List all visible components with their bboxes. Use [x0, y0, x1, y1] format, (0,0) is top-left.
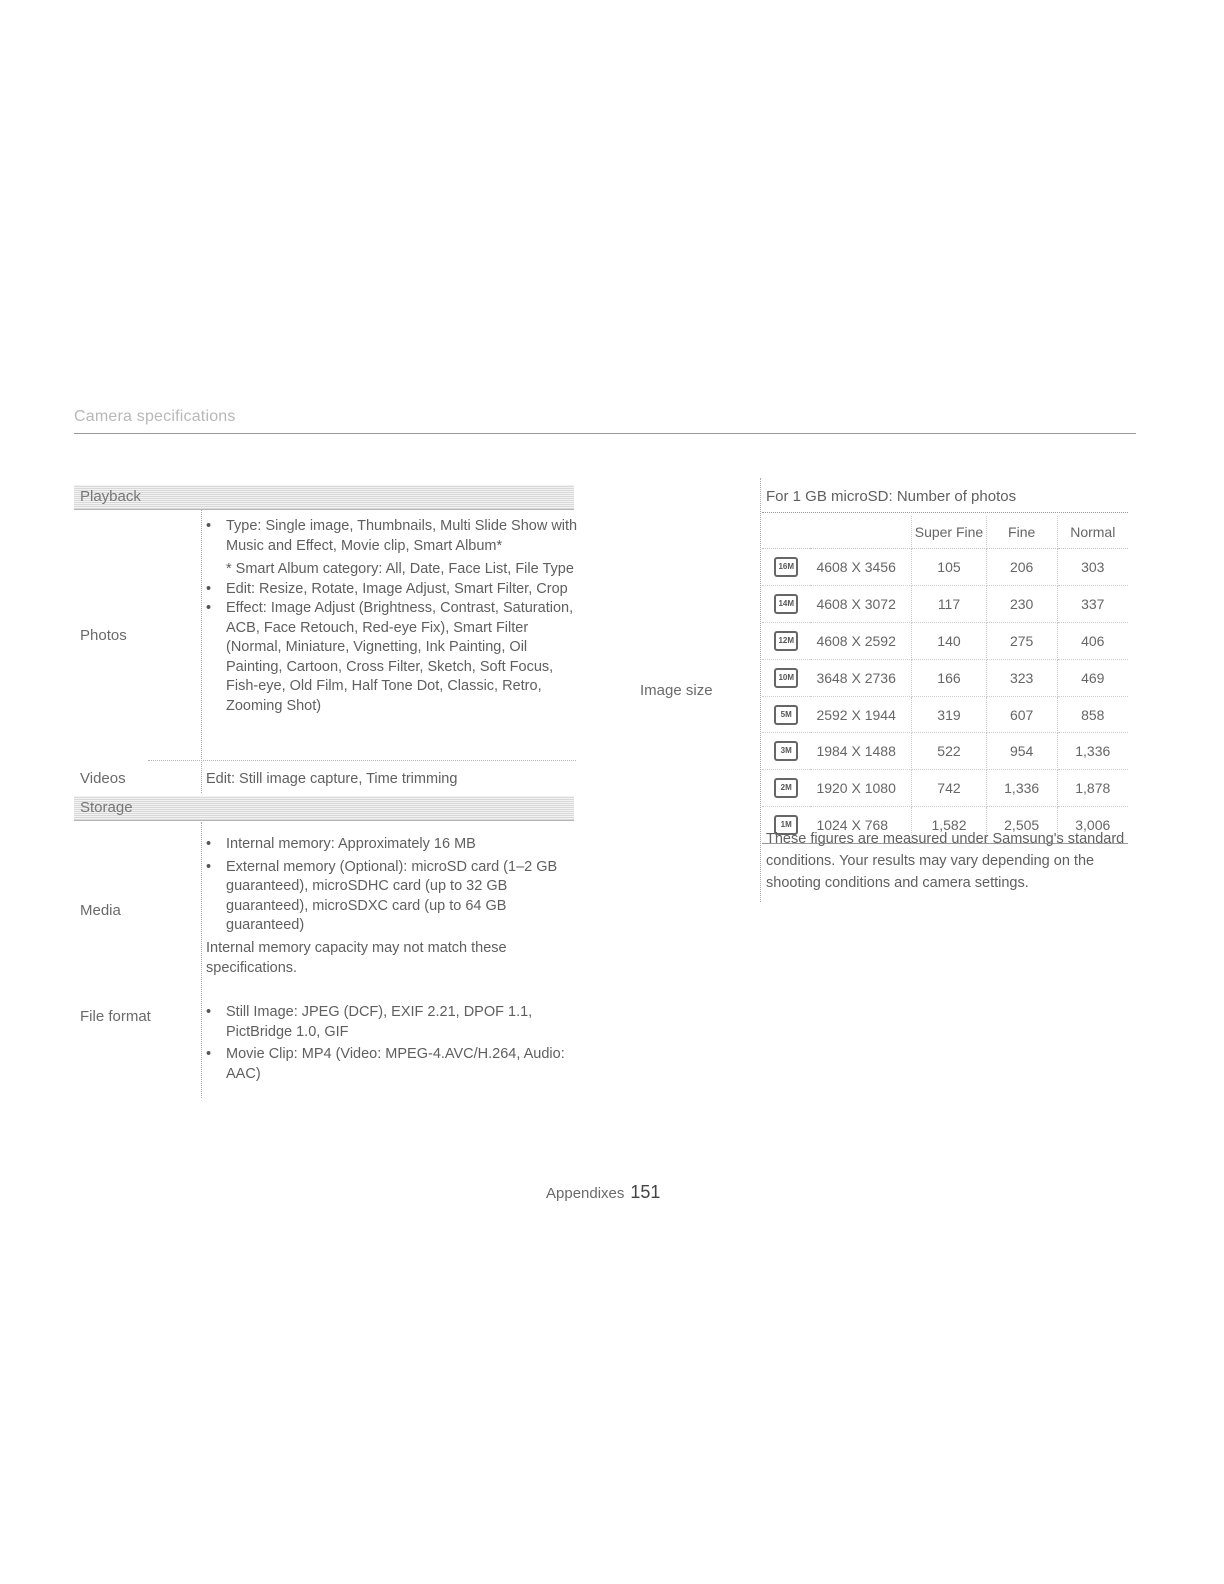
- photos-effect-item: • Effect: Image Adjust (Brightness, Contrast, Saturation, ACB, Face Retouch, Red-eye Fix), Smart Filter (Normal, Miniature, Vignetting, Ink Painting, Oil Painting, Cartoon, Cross Filter, Sketch, Soft Focus, Fish-eye, Old Film, Half Tone Dot, Classic, Retro, Zooming Shot): [206, 599, 578, 716]
- image-size-note: These figures are measured under Samsung's standard conditions. Your results may vary depending on the shooting conditions and camera settings.: [766, 831, 1125, 891]
- storage-divider: [201, 822, 202, 1098]
- page-header-title: Camera specifications: [74, 408, 236, 425]
- fine-cell: 954: [986, 733, 1057, 770]
- super-fine-cell: 117: [912, 585, 987, 622]
- normal-cell: 303: [1057, 549, 1128, 586]
- fine-cell: 275: [986, 622, 1057, 659]
- resolution-12m-icon: 12M: [774, 631, 798, 651]
- size-cell: 1984 X 1488: [810, 733, 911, 770]
- resolution-2m-icon: 2M: [774, 778, 798, 798]
- image-size-table: [762, 516, 1128, 844]
- fine-cell: 206: [986, 549, 1057, 586]
- caption-rule: [762, 512, 1128, 513]
- storage-heading-bar: [74, 796, 574, 821]
- size-cell: 1920 X 1080: [810, 770, 911, 807]
- size-cell: 4608 X 3072: [810, 585, 911, 622]
- videos-label: Videos: [80, 770, 126, 787]
- table-row: [762, 585, 1128, 622]
- size-cell: 2592 X 1944: [810, 696, 911, 733]
- super-fine-cell: 522: [912, 733, 987, 770]
- videos-content: [206, 769, 578, 789]
- super-fine-cell: 140: [912, 622, 987, 659]
- size-column-header: [810, 516, 911, 549]
- page-footer: [546, 1182, 660, 1203]
- size-cell: 1024 X 768: [810, 807, 911, 844]
- normal-cell: 858: [1057, 696, 1128, 733]
- column-header-fine: Fine: [986, 516, 1057, 549]
- file-format-movie-item: • Movie Clip: MP4 (Video: MPEG-4.AVC/H.264, Audio: AAC): [206, 1045, 578, 1084]
- media-note: Internal memory capacity may not match these specifications.: [206, 939, 507, 976]
- normal-cell: 337: [1057, 585, 1128, 622]
- resolution-14m-icon: 14M: [774, 594, 798, 614]
- image-size-divider: [760, 478, 761, 902]
- size-cell: 4608 X 2592: [810, 622, 911, 659]
- photos-type-note: * Smart Album category: All, Date, Face List, File Type: [226, 561, 574, 577]
- super-fine-cell: 319: [912, 696, 987, 733]
- photos-type-item: • Type: Single image, Thumbnails, Multi Slide Show with Music and Effect, Movie clip, Smart Album*: [206, 517, 578, 556]
- image-size-label: Image size: [640, 682, 713, 699]
- resolution-1m-icon: 1M: [774, 815, 798, 835]
- super-fine-cell: 742: [912, 770, 987, 807]
- table-row: [762, 659, 1128, 696]
- media-external-item: • External memory (Optional): microSD card (1–2 GB guaranteed), microSDHC card (up to 32 GB guaranteed), microSDXC card (up to 64 GB guaranteed): [206, 858, 578, 936]
- normal-cell: 406: [1057, 622, 1128, 659]
- file-format-content: [206, 1003, 578, 1084]
- file-format-still-item: • Still Image: JPEG (DCF), EXIF 2.21, DPOF 1.1, PictBridge 1.0, GIF: [206, 1003, 578, 1042]
- media-content: [206, 835, 578, 978]
- table-row: [762, 733, 1128, 770]
- file-format-label: File format: [80, 1008, 151, 1025]
- playback-heading-bar: [74, 485, 574, 510]
- table-row: [762, 622, 1128, 659]
- normal-cell: 3,006: [1057, 807, 1128, 844]
- photos-videos-separator: [148, 760, 576, 761]
- normal-cell: 1,878: [1057, 770, 1128, 807]
- table-header-row: [762, 516, 1128, 549]
- resolution-5m-icon: 5M: [774, 705, 798, 725]
- super-fine-cell: 166: [912, 659, 987, 696]
- photos-content: [206, 517, 578, 716]
- footer-section: Appendixes: [546, 1185, 625, 1202]
- normal-cell: 469: [1057, 659, 1128, 696]
- size-cell: 4608 X 3456: [810, 549, 911, 586]
- media-internal-item: • Internal memory: Approximately 16 MB: [206, 835, 578, 855]
- resolution-10m-icon: 10M: [774, 668, 798, 688]
- fine-cell: 1,336: [986, 770, 1057, 807]
- playback-divider: [201, 510, 202, 793]
- fine-cell: 230: [986, 585, 1057, 622]
- super-fine-cell: 1,582: [912, 807, 987, 844]
- page-number: 151: [630, 1182, 661, 1202]
- photos-edit-item: • Edit: Resize, Rotate, Image Adjust, Smart Filter, Crop: [206, 580, 578, 600]
- photos-label: Photos: [80, 627, 127, 644]
- storage-heading: Storage: [80, 799, 133, 816]
- image-size-caption: For 1 GB microSD: Number of photos: [766, 488, 1017, 505]
- column-header-normal: Normal: [1057, 516, 1128, 549]
- normal-cell: 1,336: [1057, 733, 1128, 770]
- fine-cell: 323: [986, 659, 1057, 696]
- fine-cell: 607: [986, 696, 1057, 733]
- resolution-3m-icon: 3M: [774, 741, 798, 761]
- column-header-super-fine: Super Fine: [912, 516, 987, 549]
- size-cell: 3648 X 2736: [810, 659, 911, 696]
- media-label: Media: [80, 902, 121, 919]
- videos-value: Edit: Still image capture, Time trimming: [206, 771, 458, 787]
- playback-heading: Playback: [80, 488, 141, 505]
- super-fine-cell: 105: [912, 549, 987, 586]
- fine-cell: 2,505: [986, 807, 1057, 844]
- icon-column-header: [762, 516, 810, 549]
- table-row: [762, 549, 1128, 586]
- table-row: [762, 770, 1128, 807]
- header-rule: [74, 433, 1136, 434]
- resolution-16m-icon: 16M: [774, 557, 798, 577]
- table-row: [762, 696, 1128, 733]
